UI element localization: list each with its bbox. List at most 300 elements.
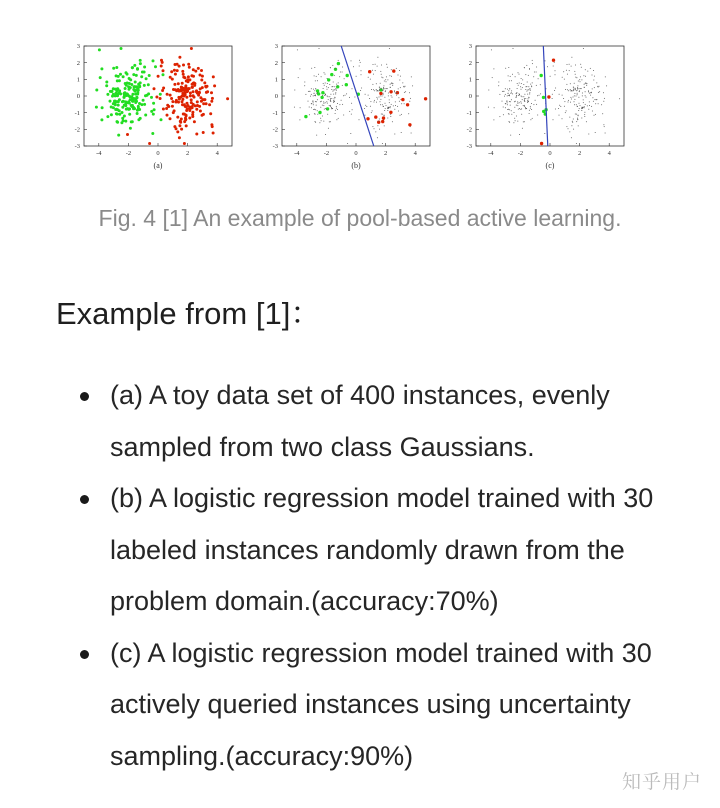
data-point (126, 133, 129, 136)
data-point (389, 90, 392, 93)
data-point (178, 56, 181, 59)
data-point (118, 109, 121, 112)
data-point (171, 100, 174, 103)
data-point (322, 116, 323, 117)
data-point (341, 100, 342, 101)
data-point (562, 77, 563, 78)
data-point (325, 108, 326, 109)
data-point (332, 91, 333, 92)
data-point (381, 89, 382, 90)
data-point (384, 97, 385, 98)
x-tick-label: 4 (413, 150, 417, 157)
data-point (505, 103, 506, 104)
data-point (596, 82, 597, 83)
data-point (338, 118, 339, 119)
data-point (519, 102, 520, 103)
data-point (327, 114, 328, 115)
data-point (537, 115, 538, 116)
data-point (514, 107, 515, 108)
data-point (384, 125, 385, 126)
data-point (544, 133, 545, 134)
data-point (139, 59, 142, 62)
data-point (394, 109, 395, 110)
data-point (372, 84, 373, 85)
data-point (182, 64, 185, 67)
data-point (115, 92, 118, 95)
data-point (577, 119, 578, 120)
data-point (132, 97, 135, 100)
data-point (374, 90, 375, 91)
data-point (564, 79, 565, 80)
data-point (148, 142, 151, 145)
data-point (153, 87, 156, 90)
data-point (408, 113, 409, 114)
data-point (336, 119, 337, 120)
data-point (319, 122, 320, 123)
data-point (519, 83, 520, 84)
data-point (326, 109, 327, 110)
data-point (521, 78, 522, 79)
data-point (110, 113, 113, 116)
data-point (315, 80, 316, 81)
data-point (135, 74, 138, 77)
data-point (128, 113, 131, 116)
x-tick-label: -4 (488, 150, 494, 157)
data-point (518, 109, 519, 110)
data-point (344, 78, 345, 79)
data-point (399, 80, 400, 81)
data-point (380, 104, 381, 105)
data-point (374, 102, 375, 103)
data-point (324, 72, 325, 73)
data-point (365, 105, 366, 106)
data-point (115, 112, 118, 115)
data-point (525, 108, 526, 109)
data-point (410, 98, 411, 99)
data-point (315, 95, 316, 96)
data-point (585, 82, 586, 83)
data-point (509, 122, 510, 123)
data-point (210, 91, 213, 94)
data-point (522, 128, 523, 129)
data-point (377, 125, 378, 126)
data-point (532, 82, 533, 83)
data-point (592, 75, 593, 76)
data-point (598, 92, 599, 93)
data-point (540, 142, 543, 145)
data-point (324, 85, 325, 86)
data-point (588, 134, 589, 135)
data-point (148, 74, 151, 77)
data-point (509, 88, 510, 89)
data-point (111, 95, 114, 98)
data-point (203, 98, 206, 101)
data-point (137, 107, 140, 110)
data-point (178, 136, 181, 139)
data-point (580, 64, 581, 65)
data-point (322, 105, 323, 106)
data-point (176, 69, 179, 72)
data-point (572, 122, 573, 123)
data-point (538, 78, 539, 79)
data-point (340, 72, 341, 73)
data-point (334, 75, 335, 76)
data-point (206, 90, 209, 93)
x-tick-label: 2 (185, 150, 190, 157)
data-point (382, 143, 383, 144)
y-tick-label: -2 (74, 126, 80, 134)
data-point (575, 88, 576, 89)
x-tick-label: 0 (548, 150, 552, 157)
data-point (515, 101, 516, 102)
data-point (381, 65, 382, 66)
data-point (400, 87, 401, 88)
data-point (152, 113, 155, 116)
data-point (114, 88, 117, 91)
data-point (335, 68, 336, 69)
data-point (338, 60, 339, 61)
data-point (183, 76, 186, 79)
data-point (137, 89, 140, 92)
plot-panel (75, 43, 232, 170)
data-point (525, 107, 526, 108)
data-point (389, 75, 390, 76)
data-point (160, 65, 163, 68)
data-point (315, 122, 316, 123)
data-point (130, 120, 133, 123)
data-point (589, 101, 590, 102)
data-point (521, 89, 522, 90)
data-point (521, 96, 522, 97)
data-point (526, 86, 527, 87)
data-point (519, 74, 520, 75)
data-point (567, 89, 568, 90)
data-point (527, 90, 528, 91)
data-point (113, 100, 116, 103)
data-point (411, 133, 412, 134)
data-point (566, 126, 567, 127)
data-point (518, 72, 519, 73)
watermark: 知乎用户 (621, 772, 702, 793)
data-point (508, 95, 509, 96)
data-point (162, 108, 165, 111)
data-point (581, 88, 582, 89)
data-point (365, 94, 366, 95)
data-point (568, 100, 569, 101)
data-point (568, 102, 569, 103)
data-point (183, 95, 186, 98)
data-point (564, 101, 565, 102)
data-point (202, 102, 205, 105)
data-point (326, 101, 327, 102)
data-point (404, 92, 405, 93)
data-point (488, 107, 489, 108)
data-point (506, 101, 507, 102)
data-point (578, 97, 579, 98)
data-point (606, 85, 607, 86)
data-point (576, 104, 577, 105)
data-point (519, 134, 520, 135)
data-point (391, 76, 392, 77)
data-point (332, 108, 333, 109)
data-point (518, 85, 519, 86)
data-point (294, 90, 295, 91)
y-tick-label: 1 (274, 76, 278, 84)
data-point (150, 96, 153, 99)
data-point (324, 95, 325, 96)
data-point (176, 116, 179, 119)
data-point (180, 88, 183, 91)
section-heading: Example from [1]： (56, 296, 322, 331)
data-point (143, 103, 146, 106)
data-point (581, 118, 582, 119)
data-point (554, 62, 555, 63)
data-point (572, 121, 573, 122)
data-point (519, 108, 520, 109)
data-point (327, 83, 328, 84)
data-point (333, 102, 334, 103)
data-point (162, 69, 165, 72)
data-point (389, 111, 392, 114)
data-point (398, 97, 399, 98)
data-point (523, 96, 524, 97)
data-point (521, 83, 522, 84)
data-point (320, 96, 323, 99)
data-point (590, 95, 591, 96)
y-tick-label: 0 (274, 93, 278, 101)
data-point (136, 112, 139, 115)
data-point (577, 87, 578, 88)
data-point (564, 106, 565, 107)
data-point (185, 109, 188, 112)
data-point (531, 103, 532, 104)
data-point (345, 95, 346, 96)
data-point (511, 92, 512, 93)
data-point (143, 66, 146, 69)
data-point (328, 128, 329, 129)
data-point (333, 90, 334, 91)
data-point (139, 62, 142, 65)
data-point (509, 101, 510, 102)
data-point (503, 91, 504, 92)
data-point (527, 102, 528, 103)
data-point (201, 75, 204, 78)
data-point (381, 120, 384, 123)
data-point (393, 105, 394, 106)
data-point (398, 111, 399, 112)
y-tick-label: 3 (468, 43, 472, 51)
y-tick-label: 0 (468, 93, 472, 101)
data-point (325, 94, 326, 95)
data-point (377, 57, 378, 58)
data-point (359, 60, 360, 61)
data-point (368, 77, 369, 78)
data-point (555, 70, 556, 71)
data-point (504, 96, 505, 97)
data-point (136, 91, 139, 94)
data-point (515, 120, 516, 121)
x-tick-label: -4 (96, 150, 102, 157)
data-point (376, 89, 377, 90)
data-point (537, 95, 538, 96)
data-point (592, 88, 593, 89)
data-point (516, 116, 517, 117)
data-point (605, 133, 606, 134)
data-point (202, 131, 205, 134)
data-point (157, 75, 160, 78)
data-point (521, 114, 522, 115)
data-point (334, 89, 335, 90)
x-tick-label: 0 (354, 150, 358, 157)
data-point (361, 74, 362, 75)
data-point (382, 114, 383, 115)
data-point (570, 102, 571, 103)
data-point (145, 77, 148, 80)
data-point (373, 89, 374, 90)
data-point (507, 95, 508, 96)
data-point (563, 71, 564, 72)
data-point (120, 121, 123, 124)
data-point (536, 67, 537, 68)
data-point (525, 74, 526, 75)
data-point (516, 97, 517, 98)
data-point (135, 100, 138, 103)
data-point (591, 106, 592, 107)
data-point (154, 65, 157, 68)
data-point (555, 109, 556, 110)
data-point (395, 93, 396, 94)
data-point (505, 68, 506, 69)
data-point (574, 93, 575, 94)
data-point (339, 104, 340, 105)
data-point (370, 79, 371, 80)
data-point (581, 108, 582, 109)
data-point (530, 119, 531, 120)
data-point (401, 98, 404, 101)
data-point (321, 76, 322, 77)
data-point (528, 75, 529, 76)
data-point (360, 90, 361, 91)
data-point (188, 109, 191, 112)
data-point (503, 107, 504, 108)
data-point (507, 104, 508, 105)
data-point (584, 106, 585, 107)
y-tick-label: 1 (468, 76, 472, 84)
data-point (387, 88, 388, 89)
data-point (599, 86, 600, 87)
data-point (383, 106, 384, 107)
data-point (336, 106, 337, 107)
data-point (505, 94, 506, 95)
data-point (185, 80, 188, 83)
data-point (412, 85, 413, 86)
data-point (377, 99, 378, 100)
data-point (159, 97, 162, 100)
data-point (332, 86, 333, 87)
data-point (591, 92, 592, 93)
data-point (536, 72, 537, 73)
data-point (383, 93, 384, 94)
data-point (573, 129, 574, 130)
data-point (519, 94, 520, 95)
data-point (385, 79, 386, 80)
data-point (335, 113, 336, 114)
data-point (139, 117, 142, 120)
data-point (570, 83, 571, 84)
data-point (99, 76, 102, 79)
data-point (372, 126, 373, 127)
data-point (129, 78, 132, 81)
data-point (524, 105, 525, 106)
data-point (523, 105, 524, 106)
data-point (580, 88, 581, 89)
data-point (383, 90, 384, 91)
data-point (136, 67, 139, 70)
data-point (327, 96, 328, 97)
data-point (209, 112, 212, 115)
data-point (594, 99, 595, 100)
data-point (304, 115, 307, 118)
data-point (379, 119, 380, 120)
data-point (526, 86, 527, 87)
data-point (581, 107, 582, 108)
data-point (492, 77, 493, 78)
data-point (334, 101, 335, 102)
data-point (580, 76, 581, 77)
data-point (575, 65, 576, 66)
data-point (123, 96, 126, 99)
data-point (581, 110, 582, 111)
data-point (100, 67, 103, 70)
data-point (195, 108, 198, 111)
data-point (516, 92, 517, 93)
data-point (314, 95, 315, 96)
data-point (602, 113, 603, 114)
data-point (604, 126, 605, 127)
data-point (529, 113, 530, 114)
data-point (197, 67, 200, 70)
data-point (352, 109, 353, 110)
data-point (592, 97, 593, 98)
x-tick-label: 0 (156, 150, 160, 157)
data-point (389, 48, 390, 49)
data-point (311, 103, 312, 104)
data-point (313, 89, 314, 90)
data-point (529, 68, 530, 69)
data-point (377, 137, 378, 138)
data-point (342, 67, 343, 68)
data-point (517, 121, 518, 122)
data-point (386, 88, 387, 89)
data-point (100, 118, 103, 121)
data-point (508, 67, 509, 68)
data-point (402, 82, 403, 83)
data-point (509, 95, 510, 96)
bullet-item-c: (c) A logistic regression model trained with 30 actively queried instances using uncertainty sampling.(accuracy:90%) (110, 628, 670, 783)
data-point (516, 95, 517, 96)
data-point (336, 89, 337, 90)
data-point (313, 109, 314, 110)
data-point (595, 132, 596, 133)
data-point (330, 100, 331, 101)
data-point (177, 101, 180, 104)
x-tick-label: -2 (125, 150, 132, 157)
data-point (193, 96, 196, 99)
data-point (326, 86, 327, 87)
data-point (371, 112, 372, 113)
data-point (619, 98, 620, 99)
data-point (391, 69, 392, 70)
